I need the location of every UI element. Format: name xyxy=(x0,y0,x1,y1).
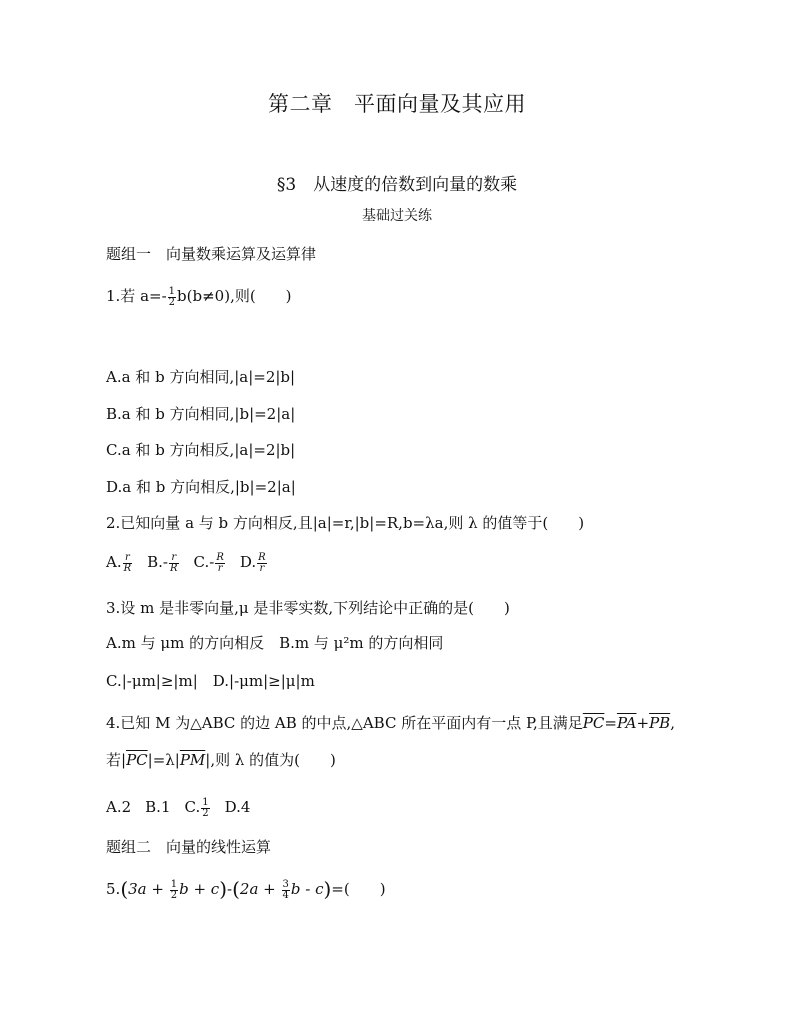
q4-option-c-label: C. xyxy=(184,798,201,816)
practice-subtitle: 基础过关练 xyxy=(362,208,432,224)
group-heading-1: 题组一 向量数乘运算及运算律 xyxy=(106,245,317,263)
q4-option-d: D.4 xyxy=(224,798,251,816)
section-title: §3 从速度的倍数到向量的数乘 xyxy=(276,175,518,195)
q4-stem-text: 4.已知 M 为△ABC 的边 AB 的中点,△ABC 所在平面内有一点 P,且满足 xyxy=(106,714,583,732)
q5-fraction-1: $\frac{1}{2}$ xyxy=(170,878,178,901)
question-4-line-2: 若$|\overline{PC}|=\lambda|\overline{PM}|$,则 λ 的值为( ) xyxy=(106,751,336,769)
q1-option-a: A.a 和 b 方向相同,|a|=2|b| xyxy=(106,368,296,386)
q3-options-line-1: A.m 与 μm 的方向相反 B.m 与 μ²m 的方向相同 xyxy=(106,634,444,652)
vector-pm-magnitude: $\overline{PM}$ xyxy=(179,751,206,769)
q4-option-a: A.2 xyxy=(106,798,132,816)
question-5-expression: 5.(3a + $\frac{1}{2}$ b + c)-(2a + $\frac{3}{4}$ b - c)=( ) xyxy=(106,877,386,901)
question-1-stem xyxy=(106,286,292,308)
q5-number: 5. xyxy=(106,880,121,898)
q3-options-line-2: C.|-μm|≥|m| D.|-μm|≥|μ|m xyxy=(106,672,315,690)
q1-option-c: C.a 和 b 方向相反,|a|=2|b| xyxy=(106,441,296,459)
q1-fraction: $\frac{1}{2}$ xyxy=(168,285,176,308)
vector-pc-magnitude: $\overline{PC}$ xyxy=(126,751,148,769)
vector-pb: $\overline{PB}$ xyxy=(649,714,671,732)
question-3-stem: 3.设 m 是非零向量,μ 是非零实数,下列结论中正确的是( ) xyxy=(106,599,510,617)
q2-options xyxy=(106,552,268,574)
q1-stem-part-b: b(b≠0),则( ) xyxy=(177,287,292,305)
question-4-line-1: 4.已知 M 为△ABC 的边 AB 的中点,△ABC 所在平面内有一点 P,且满足$\overline{PC}=\overline{PA}+\overline{PB}$, xyxy=(106,714,675,732)
q2-option-d-fraction: $\frac{R}{r}$ xyxy=(258,551,266,574)
q2-option-b-fraction: $\frac{r}{R}$ xyxy=(170,551,178,574)
vector-pa: $\overline{PA}$ xyxy=(616,714,637,732)
q2-option-c-fraction: $\frac{R}{r}$ xyxy=(216,551,224,574)
q1-stem-part-a: 1.若 a=- xyxy=(106,287,167,305)
q4-options xyxy=(106,797,250,819)
q4-option-c-fraction: $\frac{1}{2}$ xyxy=(202,796,209,819)
q2-option-b-label: B.- xyxy=(147,553,168,571)
q1-option-b: B.a 和 b 方向相同,|b|=2|a| xyxy=(106,405,296,423)
q5-fraction-2: $\frac{3}{4}$ xyxy=(282,878,289,901)
q4-option-b: B.1 xyxy=(145,798,171,816)
q2-option-d-label: D. xyxy=(239,553,257,571)
group-heading-2: 题组二 向量的线性运算 xyxy=(106,838,272,856)
question-2-stem: 2.已知向量 a 与 b 方向相反,且|a|=r,|b|=R,b=λa,则 λ 的值等于( ) xyxy=(106,514,585,532)
chapter-title: 第二章 平面向量及其应用 xyxy=(268,92,526,116)
vector-pc: $\overline{PC}$ xyxy=(582,714,605,732)
q2-option-a-fraction: $\frac{r}{R}$ xyxy=(123,551,132,574)
q2-option-c-label: C.- xyxy=(193,553,215,571)
q1-option-d: D.a 和 b 方向相反,|b|=2|a| xyxy=(106,478,296,496)
q2-option-a-label: A. xyxy=(106,553,122,571)
